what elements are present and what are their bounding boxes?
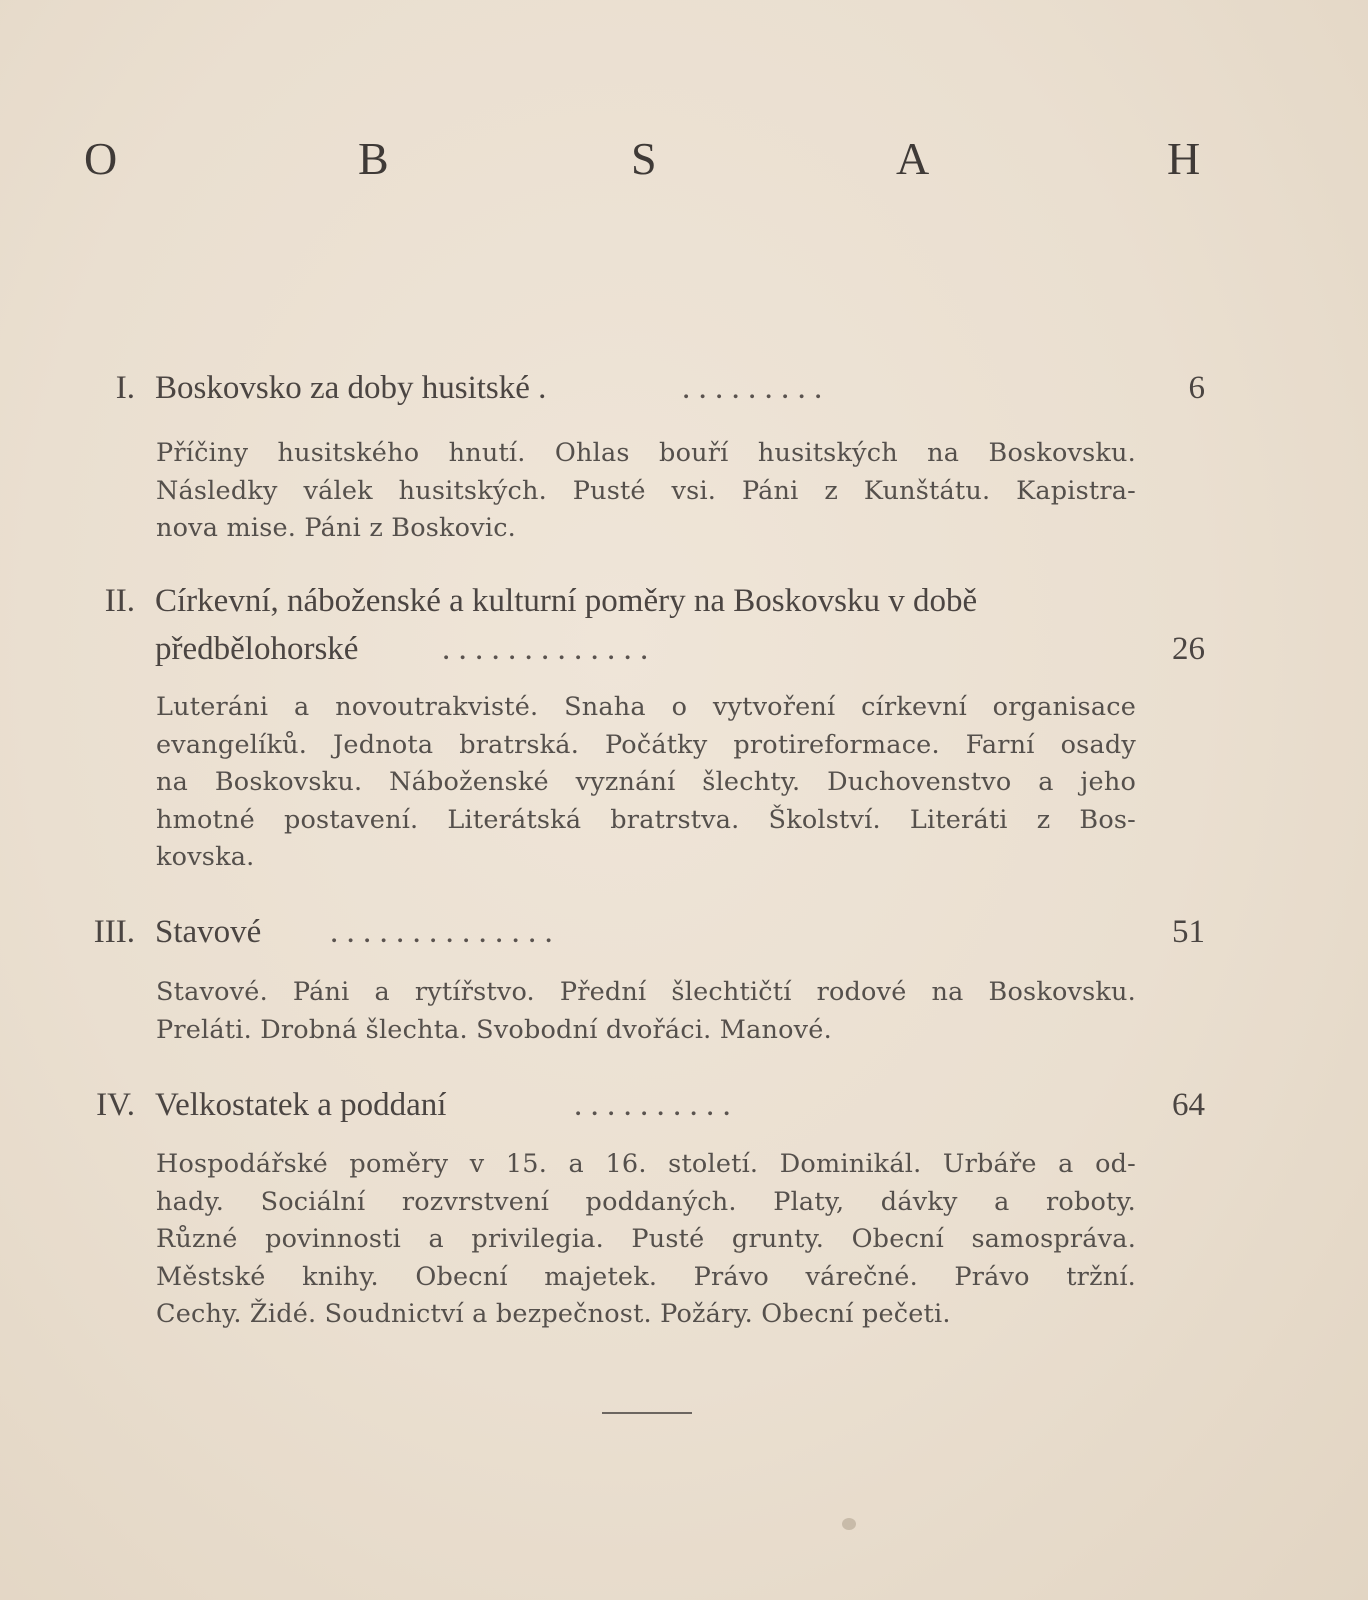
summary-line: Příčiny husitského hnutí. Ohlas bouří husitských na Boskovsku. xyxy=(156,438,1136,468)
summary-line: Cechy. Židé. Soudnictví a bezpečnost. Požáry. Obecní pečeti. xyxy=(156,1299,951,1329)
title-letter: A xyxy=(896,133,930,184)
chapter-summary xyxy=(156,435,1136,548)
toc-entry-3 xyxy=(0,914,1368,958)
leader-dots: . . . . . . . . . xyxy=(682,370,823,406)
summary-line: nova mise. Páni z Boskovic. xyxy=(156,513,516,543)
leader-dots: . . . . . . . . . . . . . xyxy=(442,631,649,667)
chapter-heading: Stavové xyxy=(155,914,262,950)
title-letter: B xyxy=(358,133,389,184)
chapter-numeral: I. xyxy=(115,370,135,406)
page-number: 51 xyxy=(1172,914,1205,950)
title-letter: H xyxy=(1167,133,1201,184)
chapter-numeral: III. xyxy=(93,914,135,950)
summary-line: Stavové. Páni a rytířstvo. Přední šlechtičtí rodové na Boskovsku. xyxy=(156,977,1136,1007)
title-letter: O xyxy=(84,133,118,184)
summary-line: Luteráni a novoutrakvisté. Snaha o vytvoření církevní organisace xyxy=(156,692,1136,722)
summary-line: Hospodářské poměry v 15. a 16. století. Dominikál. Urbáře a od- xyxy=(156,1149,1136,1179)
summary-line: Preláti. Drobná šlechta. Svobodní dvořáci. Manové. xyxy=(156,1014,832,1045)
chapter-numeral: IV. xyxy=(96,1087,135,1123)
chapter-summary xyxy=(156,1146,1136,1334)
page-number: 6 xyxy=(1188,370,1205,406)
closing-rule xyxy=(602,1412,692,1414)
summary-line: na Boskovsku. Náboženské vyznání šlechty. Duchovenstvo a jeho xyxy=(156,767,1136,797)
chapter-summary xyxy=(156,689,1136,877)
chapter-numeral: II. xyxy=(104,583,135,619)
summary-line: Městské knihy. Obecní majetek. Právo várečné. Právo tržní. xyxy=(156,1261,1136,1292)
summary-line: hmotné postavení. Literátská bratrstva. Školství. Literáti z Bos- xyxy=(156,804,1136,835)
chapter-heading: Církevní, náboženské a kulturní poměry na Boskovsku v době xyxy=(155,583,978,619)
summary-line: evangelíků. Jednota bratrská. Počátky protireformace. Farní osady xyxy=(156,729,1136,760)
toc-entry-1 xyxy=(0,370,1368,414)
leader-dots: . . . . . . . . . . xyxy=(574,1087,731,1123)
leader-dots: . . . . . . . . . . . . . . xyxy=(330,914,553,950)
summary-line: Následky válek husitských. Pusté vsi. Páni z Kunštátu. Kapistra- xyxy=(156,475,1136,506)
chapter-heading: předbělohorské xyxy=(155,631,359,667)
paper-stain xyxy=(842,1518,856,1530)
toc-entry-2 xyxy=(0,583,1368,683)
summary-line: Různé povinnosti a privilegia. Pusté grunty. Obecní samospráva. xyxy=(156,1224,1136,1254)
page-number: 26 xyxy=(1172,631,1205,667)
title-letter: S xyxy=(631,133,657,184)
page-title xyxy=(84,132,1214,192)
toc-entry-4 xyxy=(0,1087,1368,1131)
chapter-heading: Velkostatek a poddaní xyxy=(155,1087,447,1123)
chapter-heading: Boskovsko za doby husitské . xyxy=(155,370,547,406)
summary-line: kovska. xyxy=(156,842,255,872)
page-number: 64 xyxy=(1172,1087,1205,1123)
chapter-summary xyxy=(156,974,1136,1049)
summary-line: hady. Sociální rozvrstvení poddaných. Platy, dávky a roboty. xyxy=(156,1186,1136,1217)
